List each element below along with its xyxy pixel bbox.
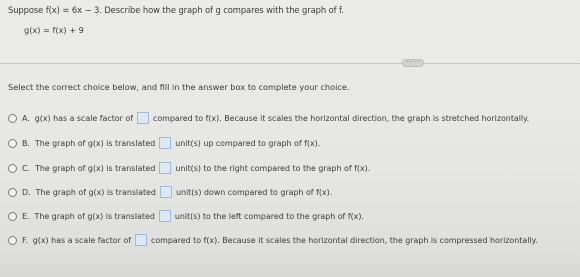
question-text: Suppose f(x) = 6x − 3. Describe how the graph of g compares with the graph of f. [8, 5, 344, 15]
choice-b[interactable] [8, 136, 320, 150]
choice-letter: D. [22, 187, 31, 197]
instruction-text: Select the correct choice below, and fill in the answer box to complete your choice. [8, 82, 350, 92]
choice-letter: F. [22, 235, 28, 245]
choice-text-before: The graph of g(x) is translated [35, 187, 156, 197]
choice-text-before: g(x) has a scale factor of [32, 235, 131, 245]
choice-e[interactable] [8, 209, 364, 223]
given-formula: g(x) = f(x) + 9 [24, 25, 84, 35]
choice-text-after: compared to f(x). Because it scales the horizontal direction, the graph is stretched horizontally. [153, 113, 530, 123]
choice-letter: C. [22, 163, 31, 173]
section-divider [0, 63, 580, 64]
choice-letter: B. [22, 138, 30, 148]
choice-a[interactable] [8, 111, 529, 125]
choice-text-after: compared to f(x). Because it scales the horizontal direction, the graph is compressed horizontally. [151, 235, 538, 245]
choice-d[interactable] [8, 185, 332, 199]
radio-button-a[interactable] [8, 114, 17, 123]
expand-more-button[interactable]: ····· [402, 59, 424, 67]
choice-text-after: unit(s) down compared to graph of f(x). [175, 187, 333, 197]
radio-button-e[interactable] [8, 212, 17, 221]
radio-button-d[interactable] [8, 188, 17, 197]
choice-text-after: unit(s) to the right compared to the graph of f(x). [175, 163, 371, 173]
choice-text-after: unit(s) to the left compared to the graph of f(x). [174, 211, 364, 221]
answer-box-f[interactable] [135, 234, 147, 246]
answer-box-b[interactable] [159, 137, 171, 149]
choice-text-before: The graph of g(x) is translated [34, 138, 156, 148]
answer-box-e[interactable] [159, 210, 171, 222]
bottom-shadow [0, 250, 580, 277]
choice-text-before: The graph of g(x) is translated [35, 163, 156, 173]
choice-letter: A. [22, 113, 30, 123]
answer-box-a[interactable] [137, 112, 149, 124]
choice-f[interactable] [8, 233, 538, 247]
answer-box-d[interactable] [160, 186, 172, 198]
radio-button-f[interactable] [8, 236, 17, 245]
radio-button-c[interactable] [8, 164, 17, 173]
choice-text-after: unit(s) up compared to graph of f(x). [175, 138, 321, 148]
choice-c[interactable] [8, 161, 370, 175]
radio-button-b[interactable] [8, 139, 17, 148]
choice-text-before: The graph of g(x) is translated [34, 211, 155, 221]
answer-box-c[interactable] [159, 162, 171, 174]
choice-text-before: g(x) has a scale factor of [34, 113, 133, 123]
choice-letter: E. [22, 211, 30, 221]
